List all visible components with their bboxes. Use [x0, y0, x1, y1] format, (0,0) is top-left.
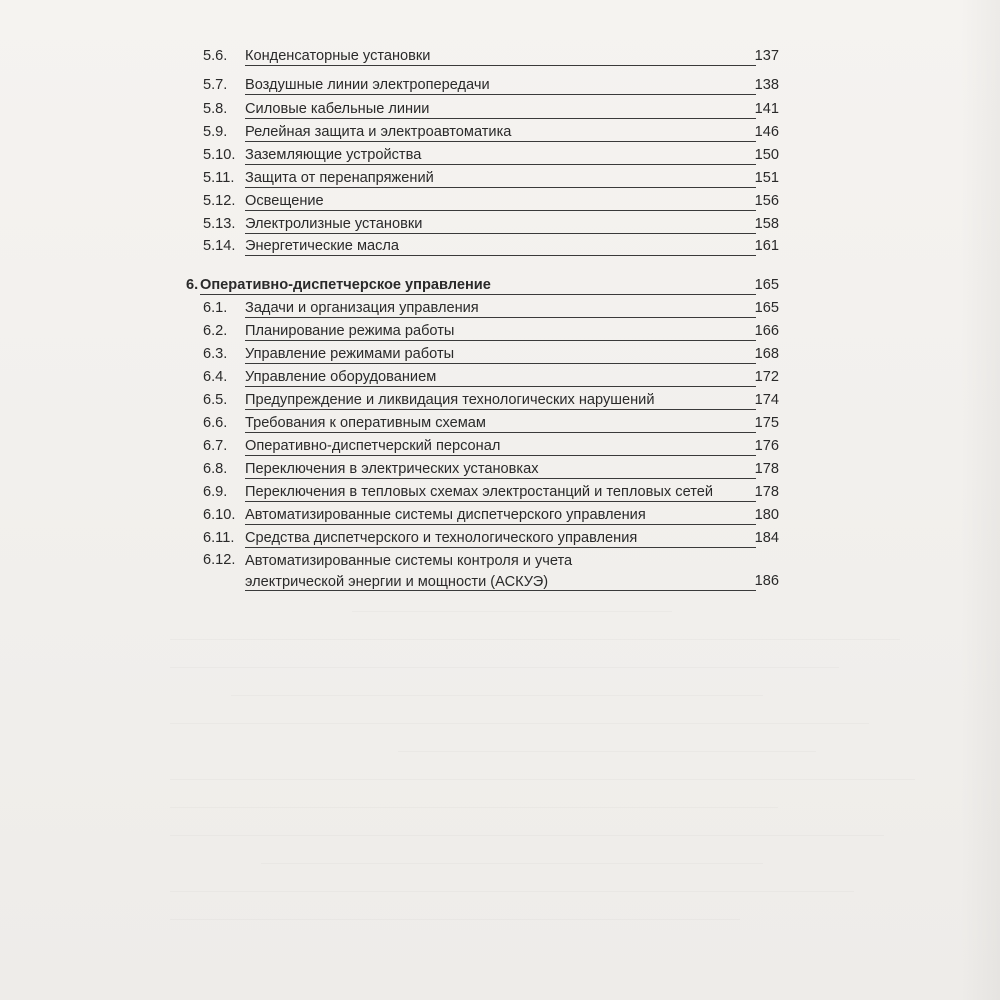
toc-entry-5-12[interactable]	[0, 192, 1000, 215]
toc-leader-line	[245, 118, 756, 119]
toc-entry-title: Требования к оперативным схемам	[245, 415, 486, 431]
toc-entry-page: 161	[754, 238, 779, 254]
toc-entry-5-10[interactable]	[0, 146, 1000, 169]
toc-entry-number: 5.10.	[203, 147, 236, 163]
toc-leader-line	[245, 65, 756, 66]
toc-entry-number: 5.8.	[203, 101, 228, 117]
toc-entry-title: Средства диспетчерского и технологического управления	[245, 530, 638, 546]
toc-entry-number: 6.2.	[203, 323, 228, 339]
toc-entry-5-7[interactable]	[0, 76, 1000, 99]
toc-leader-line	[200, 294, 756, 295]
toc-entry-title-line2: электрической энергии и мощности (АСКУЭ)	[245, 574, 549, 590]
toc-leader-line	[245, 501, 756, 502]
toc-entry-title: Оперативно-диспетчерский персонал	[245, 438, 501, 454]
toc-entry-number: 5.13.	[203, 216, 236, 232]
toc-entry-5-13[interactable]	[0, 215, 1000, 238]
toc-entry-page: 178	[754, 461, 779, 477]
toc-entry-number: 5.9.	[203, 124, 228, 140]
toc-entry-title: Воздушные линии электропередачи	[245, 77, 490, 93]
toc-entry-page: 168	[754, 346, 779, 362]
toc-entry-page: 186	[754, 573, 779, 589]
toc-entry-number: 5.12.	[203, 193, 236, 209]
toc-entry-page: 165	[754, 300, 779, 316]
toc-entry-6-4[interactable]	[0, 368, 1000, 391]
toc-entry-title: Освещение	[245, 193, 324, 209]
toc-entry-number: 5.14.	[203, 238, 236, 254]
toc-entry-title: Силовые кабельные линии	[245, 101, 430, 117]
toc-entry-page: 151	[754, 170, 779, 186]
toc-entry-number: 6.5.	[203, 392, 228, 408]
toc-leader-line	[245, 340, 756, 341]
toc-entry-page: 150	[754, 147, 779, 163]
toc-entry-number: 6.11.	[203, 530, 235, 546]
toc-leader-line	[245, 94, 756, 95]
toc-chapter-6[interactable]	[0, 276, 1000, 299]
toc-entry-6-2[interactable]	[0, 322, 1000, 345]
toc-entry-number: 6.8.	[203, 461, 228, 477]
toc-leader-line	[245, 547, 756, 548]
toc-entry-number: 6.12.	[203, 552, 236, 568]
toc-entry-page: 166	[754, 323, 779, 339]
toc-entry-5-6[interactable]	[0, 47, 1000, 70]
toc-leader-line	[245, 363, 756, 364]
toc-entry-title: Релейная защита и электроавтоматика	[245, 124, 512, 140]
toc-entry-5-8[interactable]	[0, 100, 1000, 123]
toc-entry-6-6[interactable]	[0, 414, 1000, 437]
toc-entry-page: 175	[754, 415, 779, 431]
toc-entry-number: 5.6.	[203, 48, 228, 64]
toc-entry-number: 5.11.	[203, 170, 235, 186]
toc-chapter-title: Оперативно-диспетчерское управление	[200, 277, 491, 293]
toc-entry-number: 6.7.	[203, 438, 228, 454]
toc-entry-number: 6.10.	[203, 507, 236, 523]
toc-entry-6-3[interactable]	[0, 345, 1000, 368]
toc-entry-page: 165	[754, 277, 779, 293]
toc-entry-number: 6.4.	[203, 369, 228, 385]
toc-entry-title: Управление режимами работы	[245, 346, 455, 362]
toc-entry-title: Автоматизированные системы диспетчерского управления	[245, 507, 646, 523]
toc-leader-line	[245, 233, 756, 234]
toc-entry-title: Переключения в тепловых схемах электростанций и тепловых сетей	[245, 484, 713, 500]
toc-entry-6-8[interactable]	[0, 460, 1000, 483]
toc-entry-title: Энергетические масла	[245, 238, 400, 254]
toc-entry-page: 137	[754, 48, 779, 64]
toc-entry-6-7[interactable]	[0, 437, 1000, 460]
toc-entry-page: 174	[754, 392, 779, 408]
toc-entry-page: 172	[754, 369, 779, 385]
toc-leader-line	[245, 386, 756, 387]
toc-entry-number: 6.9.	[203, 484, 228, 500]
toc-entry-5-11[interactable]	[0, 169, 1000, 192]
toc-leader-line	[245, 187, 756, 188]
toc-leader-line	[245, 255, 756, 256]
toc-entry-number: 6.1.	[203, 300, 228, 316]
toc-entry-title	[245, 551, 572, 593]
toc-chapter-number: 6.	[186, 277, 199, 293]
toc-leader-line	[245, 317, 756, 318]
toc-entry-title: Переключения в электрических установках	[245, 461, 539, 477]
bleed-through-text	[170, 592, 930, 952]
toc-entry-title: Задачи и организация управления	[245, 300, 479, 316]
toc-entry-6-10[interactable]	[0, 506, 1000, 529]
toc-entry-title: Предупреждение и ликвидация технологических нарушений	[245, 392, 655, 408]
toc-leader-line	[245, 164, 756, 165]
toc-entry-page: 156	[754, 193, 779, 209]
toc-entry-number: 5.7.	[203, 77, 228, 93]
toc-entry-page: 141	[754, 101, 779, 117]
toc-entry-title: Планирование режима работы	[245, 323, 455, 339]
toc-entry-title-line1: Автоматизированные системы контроля и учета	[245, 553, 573, 569]
toc-entry-page: 178	[754, 484, 779, 500]
toc-leader-line	[245, 524, 756, 525]
toc-entry-title: Электролизные установки	[245, 216, 423, 232]
toc-entry-6-5[interactable]	[0, 391, 1000, 414]
toc-entry-title: Заземляющие устройства	[245, 147, 422, 163]
toc-entry-page: 184	[754, 530, 779, 546]
toc-entry-5-9[interactable]	[0, 123, 1000, 146]
toc-entry-5-14[interactable]	[0, 237, 1000, 260]
toc-entry-page: 176	[754, 438, 779, 454]
toc-entry-page: 158	[754, 216, 779, 232]
toc-entry-page: 146	[754, 124, 779, 140]
toc-entry-page: 180	[754, 507, 779, 523]
toc-entry-6-11[interactable]	[0, 529, 1000, 552]
toc-entry-6-12[interactable]	[0, 551, 1000, 595]
toc-entry-title: Конденсаторные установки	[245, 48, 431, 64]
toc-entry-number: 6.3.	[203, 346, 228, 362]
toc-leader-line	[245, 409, 756, 410]
toc-entry-title: Управление оборудованием	[245, 369, 437, 385]
toc-entry-6-9[interactable]	[0, 483, 1000, 506]
toc-entry-6-1[interactable]	[0, 299, 1000, 322]
toc-entry-page: 138	[754, 77, 779, 93]
toc-leader-line	[245, 478, 756, 479]
toc-entry-number: 6.6.	[203, 415, 228, 431]
toc-leader-line	[245, 210, 756, 211]
toc-leader-line	[245, 141, 756, 142]
toc-leader-line	[245, 432, 756, 433]
toc-entry-title: Защита от перенапряжений	[245, 170, 434, 186]
toc-leader-line	[245, 590, 756, 591]
toc-leader-line	[245, 455, 756, 456]
